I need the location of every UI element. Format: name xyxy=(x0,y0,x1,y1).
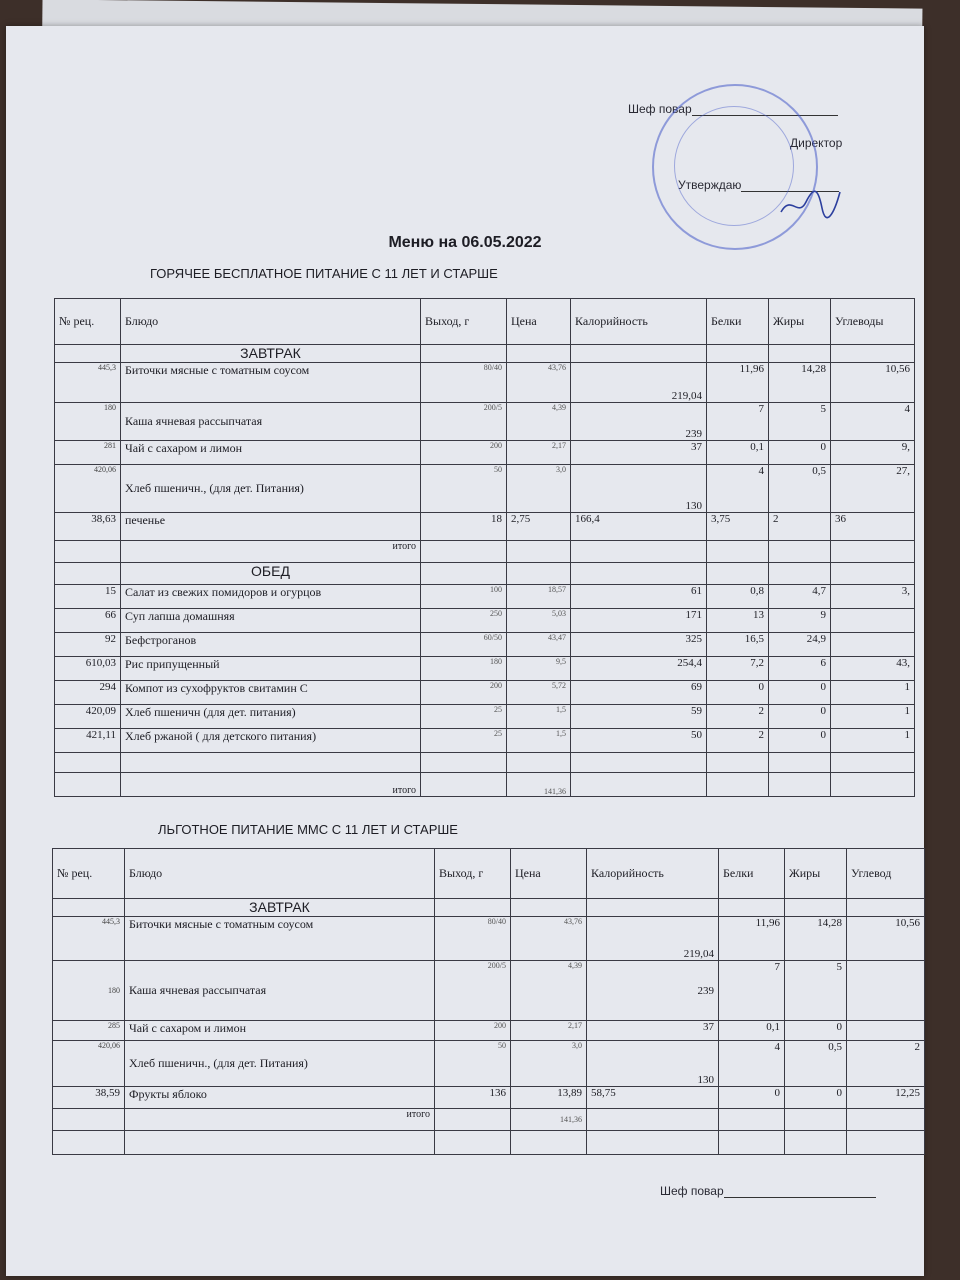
table-cell: Компот из сухофруктов свитамин С xyxy=(121,681,421,705)
col-fat: Жиры xyxy=(785,849,847,899)
table-cell xyxy=(507,345,571,363)
table-cell xyxy=(707,345,769,363)
table-cell: 7 xyxy=(719,961,785,1021)
table-cell xyxy=(53,1131,125,1155)
table-cell: 9,5 xyxy=(507,657,571,681)
director-signature xyxy=(776,184,846,224)
table-cell: Хлеб пшеничн (для дет. питания) xyxy=(121,705,421,729)
table-cell: 5 xyxy=(785,961,847,1021)
table-row xyxy=(53,1109,925,1131)
table-cell: Хлеб пшеничн., (для дет. Питания) xyxy=(125,1041,435,1087)
table-cell: 43,76 xyxy=(511,917,587,961)
table-cell xyxy=(831,609,915,633)
table-cell: 5,72 xyxy=(507,681,571,705)
table-cell xyxy=(511,899,587,917)
table-row xyxy=(55,609,915,633)
col-carb: Углеводы xyxy=(831,299,915,345)
table-cell: 6 xyxy=(769,657,831,681)
table-cell: 420,09 xyxy=(55,705,121,729)
table-cell: 50 xyxy=(571,729,707,753)
table-row xyxy=(55,633,915,657)
table-cell xyxy=(587,1131,719,1155)
table-cell: Каша ячневая рассыпчатая xyxy=(121,403,421,441)
table-cell: 38,59 xyxy=(53,1087,125,1109)
table-row xyxy=(55,441,915,465)
table-cell xyxy=(831,563,915,585)
table-cell: 66 xyxy=(55,609,121,633)
table-cell: Чай с сахаром и лимон xyxy=(121,441,421,465)
table-cell: 0 xyxy=(707,681,769,705)
table-cell: 610,03 xyxy=(55,657,121,681)
table-cell: 37 xyxy=(571,441,707,465)
footer-chef-line xyxy=(660,1184,876,1198)
table-cell xyxy=(121,753,421,773)
table-cell: 420,06 xyxy=(55,465,121,513)
approve-label: Утверждаю xyxy=(678,178,742,192)
table-cell: 61 xyxy=(571,585,707,609)
table-cell: 285 xyxy=(53,1021,125,1041)
footer-chef-label: Шеф повар xyxy=(660,1184,724,1198)
table-cell xyxy=(847,1021,925,1041)
table-cell xyxy=(769,541,831,563)
table-cell: 166,4 xyxy=(571,513,707,541)
table-cell xyxy=(421,345,507,363)
section1-title: ГОРЯЧЕЕ БЕСПЛАТНОЕ ПИТАНИЕ С 11 ЛЕТ И СТАРШЕ xyxy=(150,266,498,281)
table-cell xyxy=(847,899,925,917)
col-kcal: Калорийность xyxy=(571,299,707,345)
table-cell: 2,17 xyxy=(507,441,571,465)
lunch-total-label: итого xyxy=(121,773,421,797)
table-cell: 10,56 xyxy=(847,917,925,961)
table-cell: 200/5 xyxy=(435,961,511,1021)
table-cell: 69 xyxy=(571,681,707,705)
table-cell: Чай с сахаром и лимон xyxy=(125,1021,435,1041)
lunch-label: ОБЕД xyxy=(121,563,421,585)
table-cell: 445,3 xyxy=(53,917,125,961)
table-cell: печенье xyxy=(121,513,421,541)
table-cell: 0,5 xyxy=(785,1041,847,1087)
table-cell xyxy=(847,1109,925,1131)
table-cell: 80/40 xyxy=(435,917,511,961)
table-cell xyxy=(511,1131,587,1155)
table-cell: 219,04 xyxy=(571,363,707,403)
table-cell: 171 xyxy=(571,609,707,633)
table-cell xyxy=(55,563,121,585)
table-cell xyxy=(507,541,571,563)
table-cell: 4,7 xyxy=(769,585,831,609)
table-cell: 43,76 xyxy=(507,363,571,403)
table-cell: 200/5 xyxy=(421,403,507,441)
table-cell: 2 xyxy=(769,513,831,541)
table-cell: 4 xyxy=(707,465,769,513)
table-cell: 15 xyxy=(55,585,121,609)
table-cell: 2,75 xyxy=(507,513,571,541)
table-cell: 200 xyxy=(421,681,507,705)
table-cell xyxy=(785,1109,847,1131)
table-cell: Биточки мясные с томатным соусом xyxy=(121,363,421,403)
table-header xyxy=(55,299,915,345)
table-cell xyxy=(831,541,915,563)
table-cell xyxy=(831,753,915,773)
table-cell: 1 xyxy=(831,681,915,705)
table-cell: 9 xyxy=(769,609,831,633)
table-cell xyxy=(707,753,769,773)
table-cell: 24,9 xyxy=(769,633,831,657)
table-cell: Фрукты яблоко xyxy=(125,1087,435,1109)
table-cell: 0 xyxy=(769,681,831,705)
table-cell: 0 xyxy=(785,1021,847,1041)
breakfast-total-label: итого xyxy=(121,541,421,563)
table-cell xyxy=(769,345,831,363)
table-cell: 3, xyxy=(831,585,915,609)
table-cell xyxy=(421,753,507,773)
table-cell: 13 xyxy=(707,609,769,633)
col-no: № рец. xyxy=(53,849,125,899)
table-cell xyxy=(55,541,121,563)
table-cell: 3,75 xyxy=(707,513,769,541)
col-price: Цена xyxy=(511,849,587,899)
lunch-total-value: 141,36 xyxy=(507,773,571,797)
table-cell: 0,1 xyxy=(707,441,769,465)
table-row xyxy=(55,753,915,773)
table-cell xyxy=(847,1131,925,1155)
col-fat: Жиры xyxy=(769,299,831,345)
table-cell xyxy=(571,541,707,563)
table-cell: 1,5 xyxy=(507,705,571,729)
table-cell xyxy=(707,541,769,563)
table-row xyxy=(53,1087,925,1109)
table-cell: Бефстроганов xyxy=(121,633,421,657)
table-cell: 1 xyxy=(831,729,915,753)
table-cell: 2 xyxy=(707,705,769,729)
col-price: Цена xyxy=(507,299,571,345)
table-cell: Суп лапша домашняя xyxy=(121,609,421,633)
table-cell xyxy=(719,1109,785,1131)
col-protein: Белки xyxy=(719,849,785,899)
table-row xyxy=(55,729,915,753)
col-dish: Блюдо xyxy=(125,849,435,899)
total-value: 141,36 xyxy=(511,1109,587,1131)
table-cell xyxy=(571,345,707,363)
table-cell: 12,25 xyxy=(847,1087,925,1109)
official-stamp xyxy=(652,84,818,250)
table-cell xyxy=(435,899,511,917)
breakfast-label: ЗАВТРАК xyxy=(125,899,435,917)
table-cell: 180 xyxy=(55,403,121,441)
table-cell: 10,56 xyxy=(831,363,915,403)
table-cell: 18 xyxy=(421,513,507,541)
table-cell: 130 xyxy=(587,1041,719,1087)
table-cell: 11,96 xyxy=(719,917,785,961)
table-cell xyxy=(707,563,769,585)
table-cell xyxy=(435,1109,511,1131)
table-cell: 4,39 xyxy=(511,961,587,1021)
table-cell xyxy=(707,773,769,797)
table-row xyxy=(55,705,915,729)
director-label: Директор xyxy=(790,136,843,150)
table-header xyxy=(53,849,925,899)
table-row xyxy=(53,899,925,917)
table-cell: 5,03 xyxy=(507,609,571,633)
table-cell: 0 xyxy=(785,1087,847,1109)
table-row xyxy=(55,345,915,363)
table-cell: 58,75 xyxy=(587,1087,719,1109)
section2-title: ЛЬГОТНОЕ ПИТАНИЕ ММС С 11 ЛЕТ И СТАРШЕ xyxy=(158,822,458,837)
table-cell xyxy=(769,753,831,773)
table-cell xyxy=(125,1131,435,1155)
chef-label: Шеф повар xyxy=(628,102,692,116)
table-cell xyxy=(571,753,707,773)
table-cell xyxy=(53,1109,125,1131)
table-cell: 180 xyxy=(421,657,507,681)
table-cell: 2,17 xyxy=(511,1021,587,1041)
menu-sheet xyxy=(6,26,924,1276)
breakfast-label: ЗАВТРАК xyxy=(121,345,421,363)
total-label: итого xyxy=(125,1109,435,1131)
table-cell xyxy=(571,563,707,585)
table-row xyxy=(53,1131,925,1155)
table-cell: 130 xyxy=(571,465,707,513)
table-cell: 239 xyxy=(587,961,719,1021)
table-cell: 219,04 xyxy=(587,917,719,961)
table-cell: 3,0 xyxy=(511,1041,587,1087)
table-row xyxy=(55,513,915,541)
col-dish: Блюдо xyxy=(121,299,421,345)
table-cell xyxy=(507,563,571,585)
table-cell: 325 xyxy=(571,633,707,657)
table-cell xyxy=(507,753,571,773)
table-cell: 0 xyxy=(769,705,831,729)
table-cell: 100 xyxy=(421,585,507,609)
table-cell: 136 xyxy=(435,1087,511,1109)
col-yield: Выход, г xyxy=(421,299,507,345)
table-cell xyxy=(719,1131,785,1155)
col-protein: Белки xyxy=(707,299,769,345)
table-cell xyxy=(55,773,121,797)
table-cell: 200 xyxy=(435,1021,511,1041)
table-cell: 1 xyxy=(831,705,915,729)
table-cell: 0,5 xyxy=(769,465,831,513)
table-cell: 0,1 xyxy=(719,1021,785,1041)
table-cell xyxy=(587,899,719,917)
table-row xyxy=(55,541,915,563)
table-cell: 92 xyxy=(55,633,121,657)
table-cell xyxy=(831,633,915,657)
hot-meal-table xyxy=(54,298,915,797)
col-kcal: Калорийность xyxy=(587,849,719,899)
table-cell: 2 xyxy=(847,1041,925,1087)
table-cell xyxy=(55,753,121,773)
table-cell: 421,11 xyxy=(55,729,121,753)
table-cell: 0 xyxy=(769,729,831,753)
table-cell: 25 xyxy=(421,729,507,753)
table-cell: 18,57 xyxy=(507,585,571,609)
table-cell xyxy=(421,563,507,585)
table-cell: 4,39 xyxy=(507,403,571,441)
table-cell: 200 xyxy=(421,441,507,465)
table-cell: 50 xyxy=(421,465,507,513)
table-cell xyxy=(785,899,847,917)
table-cell: 445,3 xyxy=(55,363,121,403)
table-cell xyxy=(769,563,831,585)
table-cell: 27, xyxy=(831,465,915,513)
table-row xyxy=(53,917,925,961)
table-cell xyxy=(421,773,507,797)
table-cell: 50 xyxy=(435,1041,511,1087)
table-cell: Салат из свежих помидоров и огурцов xyxy=(121,585,421,609)
table-cell xyxy=(571,773,707,797)
table-cell: 254,4 xyxy=(571,657,707,681)
table-cell: 14,28 xyxy=(769,363,831,403)
table-cell: 9, xyxy=(831,441,915,465)
col-no: № рец. xyxy=(55,299,121,345)
table-cell: 60/50 xyxy=(421,633,507,657)
table-cell xyxy=(55,345,121,363)
table-row xyxy=(55,773,915,797)
col-yield: Выход, г xyxy=(435,849,511,899)
table-cell: Рис припущенный xyxy=(121,657,421,681)
table-cell xyxy=(53,899,125,917)
table-cell: 7 xyxy=(707,403,769,441)
table-cell: 2 xyxy=(707,729,769,753)
table-cell: 239 xyxy=(571,403,707,441)
table-cell: 5 xyxy=(769,403,831,441)
table-cell: 7,2 xyxy=(707,657,769,681)
table-cell xyxy=(421,541,507,563)
table-cell: 14,28 xyxy=(785,917,847,961)
table-cell: 16,5 xyxy=(707,633,769,657)
table-cell: 37 xyxy=(587,1021,719,1041)
col-carb: Углевод xyxy=(847,849,925,899)
table-cell: 43,47 xyxy=(507,633,571,657)
benefit-meal-table xyxy=(52,848,925,1155)
table-cell: 420,06 xyxy=(53,1041,125,1087)
table-cell xyxy=(769,773,831,797)
table-row xyxy=(53,1041,925,1087)
table-cell: Хлеб ржаной ( для детского питания) xyxy=(121,729,421,753)
table-row xyxy=(53,1021,925,1041)
table-row xyxy=(55,681,915,705)
table-cell: 36 xyxy=(831,513,915,541)
table-cell: 281 xyxy=(55,441,121,465)
table-row xyxy=(55,657,915,681)
table-cell: 13,89 xyxy=(511,1087,587,1109)
table-cell: 180 xyxy=(53,961,125,1021)
table-cell: 11,96 xyxy=(707,363,769,403)
table-cell: 294 xyxy=(55,681,121,705)
table-cell: 0 xyxy=(769,441,831,465)
table-cell: Хлеб пшеничн., (для дет. Питания) xyxy=(121,465,421,513)
table-row xyxy=(55,403,915,441)
table-cell: 0,8 xyxy=(707,585,769,609)
table-cell xyxy=(831,773,915,797)
table-cell xyxy=(785,1131,847,1155)
page-title: Меню на 06.05.2022 xyxy=(388,234,542,251)
table-cell: 250 xyxy=(421,609,507,633)
table-cell xyxy=(435,1131,511,1155)
table-cell: 59 xyxy=(571,705,707,729)
table-cell: 38,63 xyxy=(55,513,121,541)
table-cell xyxy=(831,345,915,363)
table-cell: 80/40 xyxy=(421,363,507,403)
table-cell: 0 xyxy=(719,1087,785,1109)
table-row xyxy=(55,563,915,585)
table-cell: 1,5 xyxy=(507,729,571,753)
table-row xyxy=(55,585,915,609)
table-row xyxy=(55,363,915,403)
table-cell: Каша ячневая рассыпчатая xyxy=(125,961,435,1021)
table-cell: Биточки мясные с томатным соусом xyxy=(125,917,435,961)
table-cell: 4 xyxy=(831,403,915,441)
table-row xyxy=(53,961,925,1021)
table-cell: 4 xyxy=(719,1041,785,1087)
table-cell: 3,0 xyxy=(507,465,571,513)
table-cell xyxy=(587,1109,719,1131)
table-row xyxy=(55,465,915,513)
table-cell xyxy=(847,961,925,1021)
table-cell: 43, xyxy=(831,657,915,681)
table-cell xyxy=(719,899,785,917)
table-cell: 25 xyxy=(421,705,507,729)
